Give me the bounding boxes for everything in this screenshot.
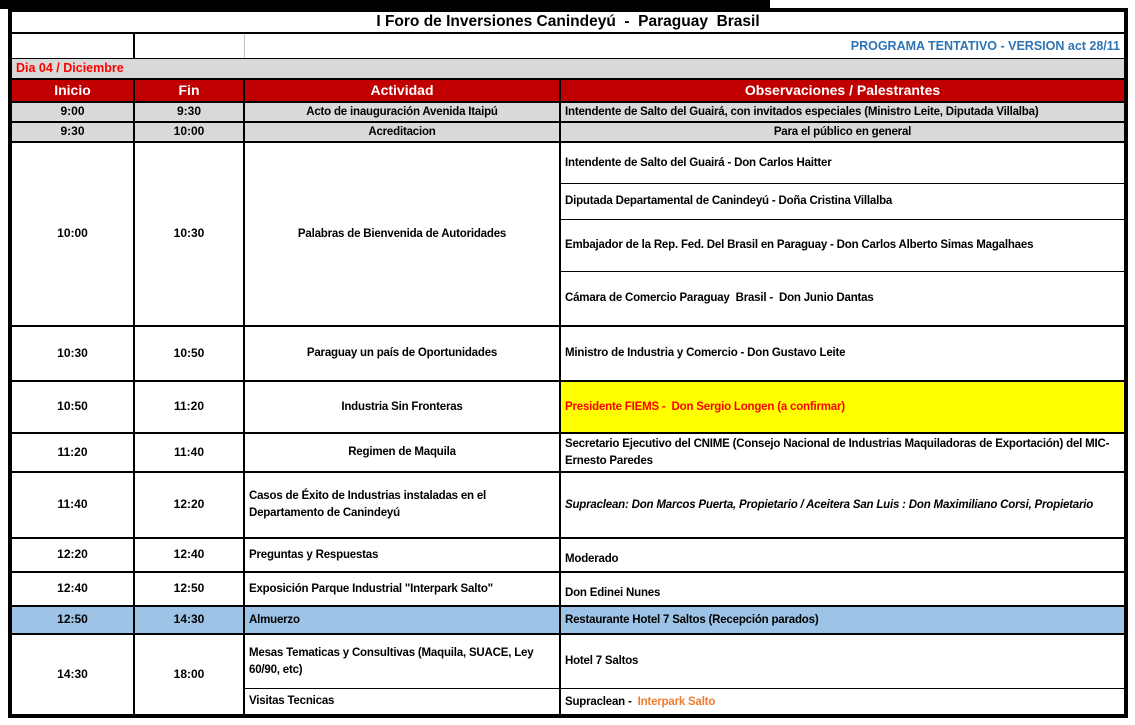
table-row-1120	[12, 434, 1124, 473]
inicio-cell: 9:30	[12, 123, 135, 141]
inicio-cell: 10:50	[12, 382, 135, 432]
fin-cell: 9:30	[135, 103, 245, 121]
table-row-1000	[12, 143, 1124, 327]
observaciones-cell: Ministro de Industria y Comercio - Don Gustavo Leite	[565, 347, 846, 360]
table-row-1430	[12, 635, 1124, 714]
fin-cell: 18:00	[135, 635, 245, 714]
version-row-empty-1	[12, 34, 135, 58]
header-observaciones: Observaciones / Palestrantes	[744, 82, 941, 99]
inicio-cell: 12:40	[12, 573, 135, 605]
version-note: PROGRAMA TENTATIVO - VERSION act 28/11	[850, 38, 1120, 53]
observaciones-cell-highlighted: Presidente FIEMS - Don Sergio Longen (a confirmar)	[561, 382, 1124, 432]
fin-cell: 10:50	[135, 327, 245, 380]
table-row-1250-lunch	[12, 607, 1124, 635]
observaciones-subcell: Diputada Departamental de Canindeyú - Doña Cristina Villalba	[561, 184, 1124, 220]
inicio-cell: 12:50	[12, 607, 135, 633]
observaciones-cell: Secretario Ejecutivo del CNIME (Consejo Nacional de Industrias Maquiladoras de Exportación) del MIC- Ernesto Paredes	[565, 437, 1113, 467]
actividad-cell: Regimen de Maquila	[245, 434, 561, 471]
fin-cell: 11:40	[135, 434, 245, 471]
fin-cell: 11:20	[135, 382, 245, 432]
day-label: Dia 04 / Diciembre	[16, 61, 124, 76]
observaciones-cell: Restaurante Hotel 7 Saltos (Recepción parados)	[565, 613, 819, 626]
actividad-cell: Acreditacion	[245, 123, 561, 141]
fin-cell: 12:20	[135, 473, 245, 537]
fin-cell: 12:50	[135, 573, 245, 605]
observaciones-cell: Para el público en general	[773, 125, 912, 138]
table-row-1220	[12, 539, 1124, 573]
version-row-empty-3	[245, 34, 561, 58]
inicio-cell: 11:20	[12, 434, 135, 471]
actividad-subcell: Visitas Tecnicas	[249, 695, 335, 708]
observaciones-cell: Supraclean: Don Marcos Puerta, Propietario / Aceitera San Luis : Don Maximiliano Corsi, Propietario	[565, 498, 1094, 511]
program-sheet	[8, 8, 1128, 718]
observaciones-cell: Intendente de Salto del Guairá, con invitados especiales (Ministro Leite, Diputada Villalba)	[565, 105, 1039, 118]
observaciones-subcell: Hotel 7 Saltos	[561, 635, 1124, 689]
actividad-cell: Palabras de Bienvenida de Autoridades	[245, 143, 561, 325]
actividad-cell: Casos de Éxito de Industrias instaladas en el Departamento de Canindeyú	[245, 473, 561, 537]
observaciones-cell: Moderado	[565, 553, 619, 566]
fin-cell: 10:30	[135, 143, 245, 325]
actividad-cell: Paraguay un país de Oportunidades	[245, 327, 561, 380]
observaciones-subcell	[561, 689, 1124, 714]
observaciones-subrows	[561, 635, 1124, 714]
actividad-cell: Acto de inauguración Avenida Itaipú	[245, 103, 561, 121]
page-title: I Foro de Inversiones Canindeyú - Paraguay Brasil	[376, 13, 760, 30]
inicio-cell: 11:40	[12, 473, 135, 537]
actividad-subcell: Mesas Tematicas y Consultivas (Maquila, SUACE, Ley 60/90, etc)	[245, 635, 559, 689]
inicio-cell: 12:20	[12, 539, 135, 571]
observaciones-subcell: Intendente de Salto del Guairá - Don Carlos Haitter	[561, 143, 1124, 184]
fin-cell: 12:40	[135, 539, 245, 571]
version-row	[12, 34, 1124, 59]
table-row-1140	[12, 473, 1124, 539]
fin-cell: 14:30	[135, 607, 245, 633]
inicio-cell: 14:30	[12, 635, 135, 714]
actividad-subrows	[245, 635, 561, 714]
observaciones-cell: Don Edinei Nunes	[565, 587, 661, 600]
fin-cell: 10:00	[135, 123, 245, 141]
table-row-1030	[12, 327, 1124, 382]
observaciones-subcell: Cámara de Comercio Paraguay Brasil - Don Junio Dantas	[565, 292, 874, 305]
table-row-0930	[12, 123, 1124, 143]
actividad-cell: Almuerzo	[245, 607, 561, 633]
actividad-cell: Industria Sin Fronteras	[245, 382, 561, 432]
title-row	[12, 12, 1124, 34]
inicio-cell: 9:00	[12, 103, 135, 121]
table-row-1050	[12, 382, 1124, 434]
table-row-1240	[12, 573, 1124, 607]
column-header-row	[12, 80, 1124, 103]
version-row-empty-2	[135, 34, 245, 58]
interpark-salto-link[interactable]: Interpark Salto	[637, 696, 716, 709]
table-row-0900	[12, 103, 1124, 123]
header-actividad: Actividad	[245, 80, 561, 101]
actividad-cell: Exposición Parque Industrial "Interpark Salto"	[245, 573, 561, 605]
header-fin: Fin	[135, 80, 245, 101]
actividad-cell: Preguntas y Respuestas	[245, 539, 561, 571]
inicio-cell: 10:00	[12, 143, 135, 325]
inicio-cell: 10:30	[12, 327, 135, 380]
observaciones-subrows	[561, 143, 1124, 325]
day-row	[12, 59, 1124, 80]
supraclean-label: Supraclean -	[565, 696, 638, 709]
observaciones-subcell: Embajador de la Rep. Fed. Del Brasil en Paraguay - Don Carlos Alberto Simas Magalhaes	[561, 220, 1124, 272]
header-inicio: Inicio	[12, 80, 135, 101]
